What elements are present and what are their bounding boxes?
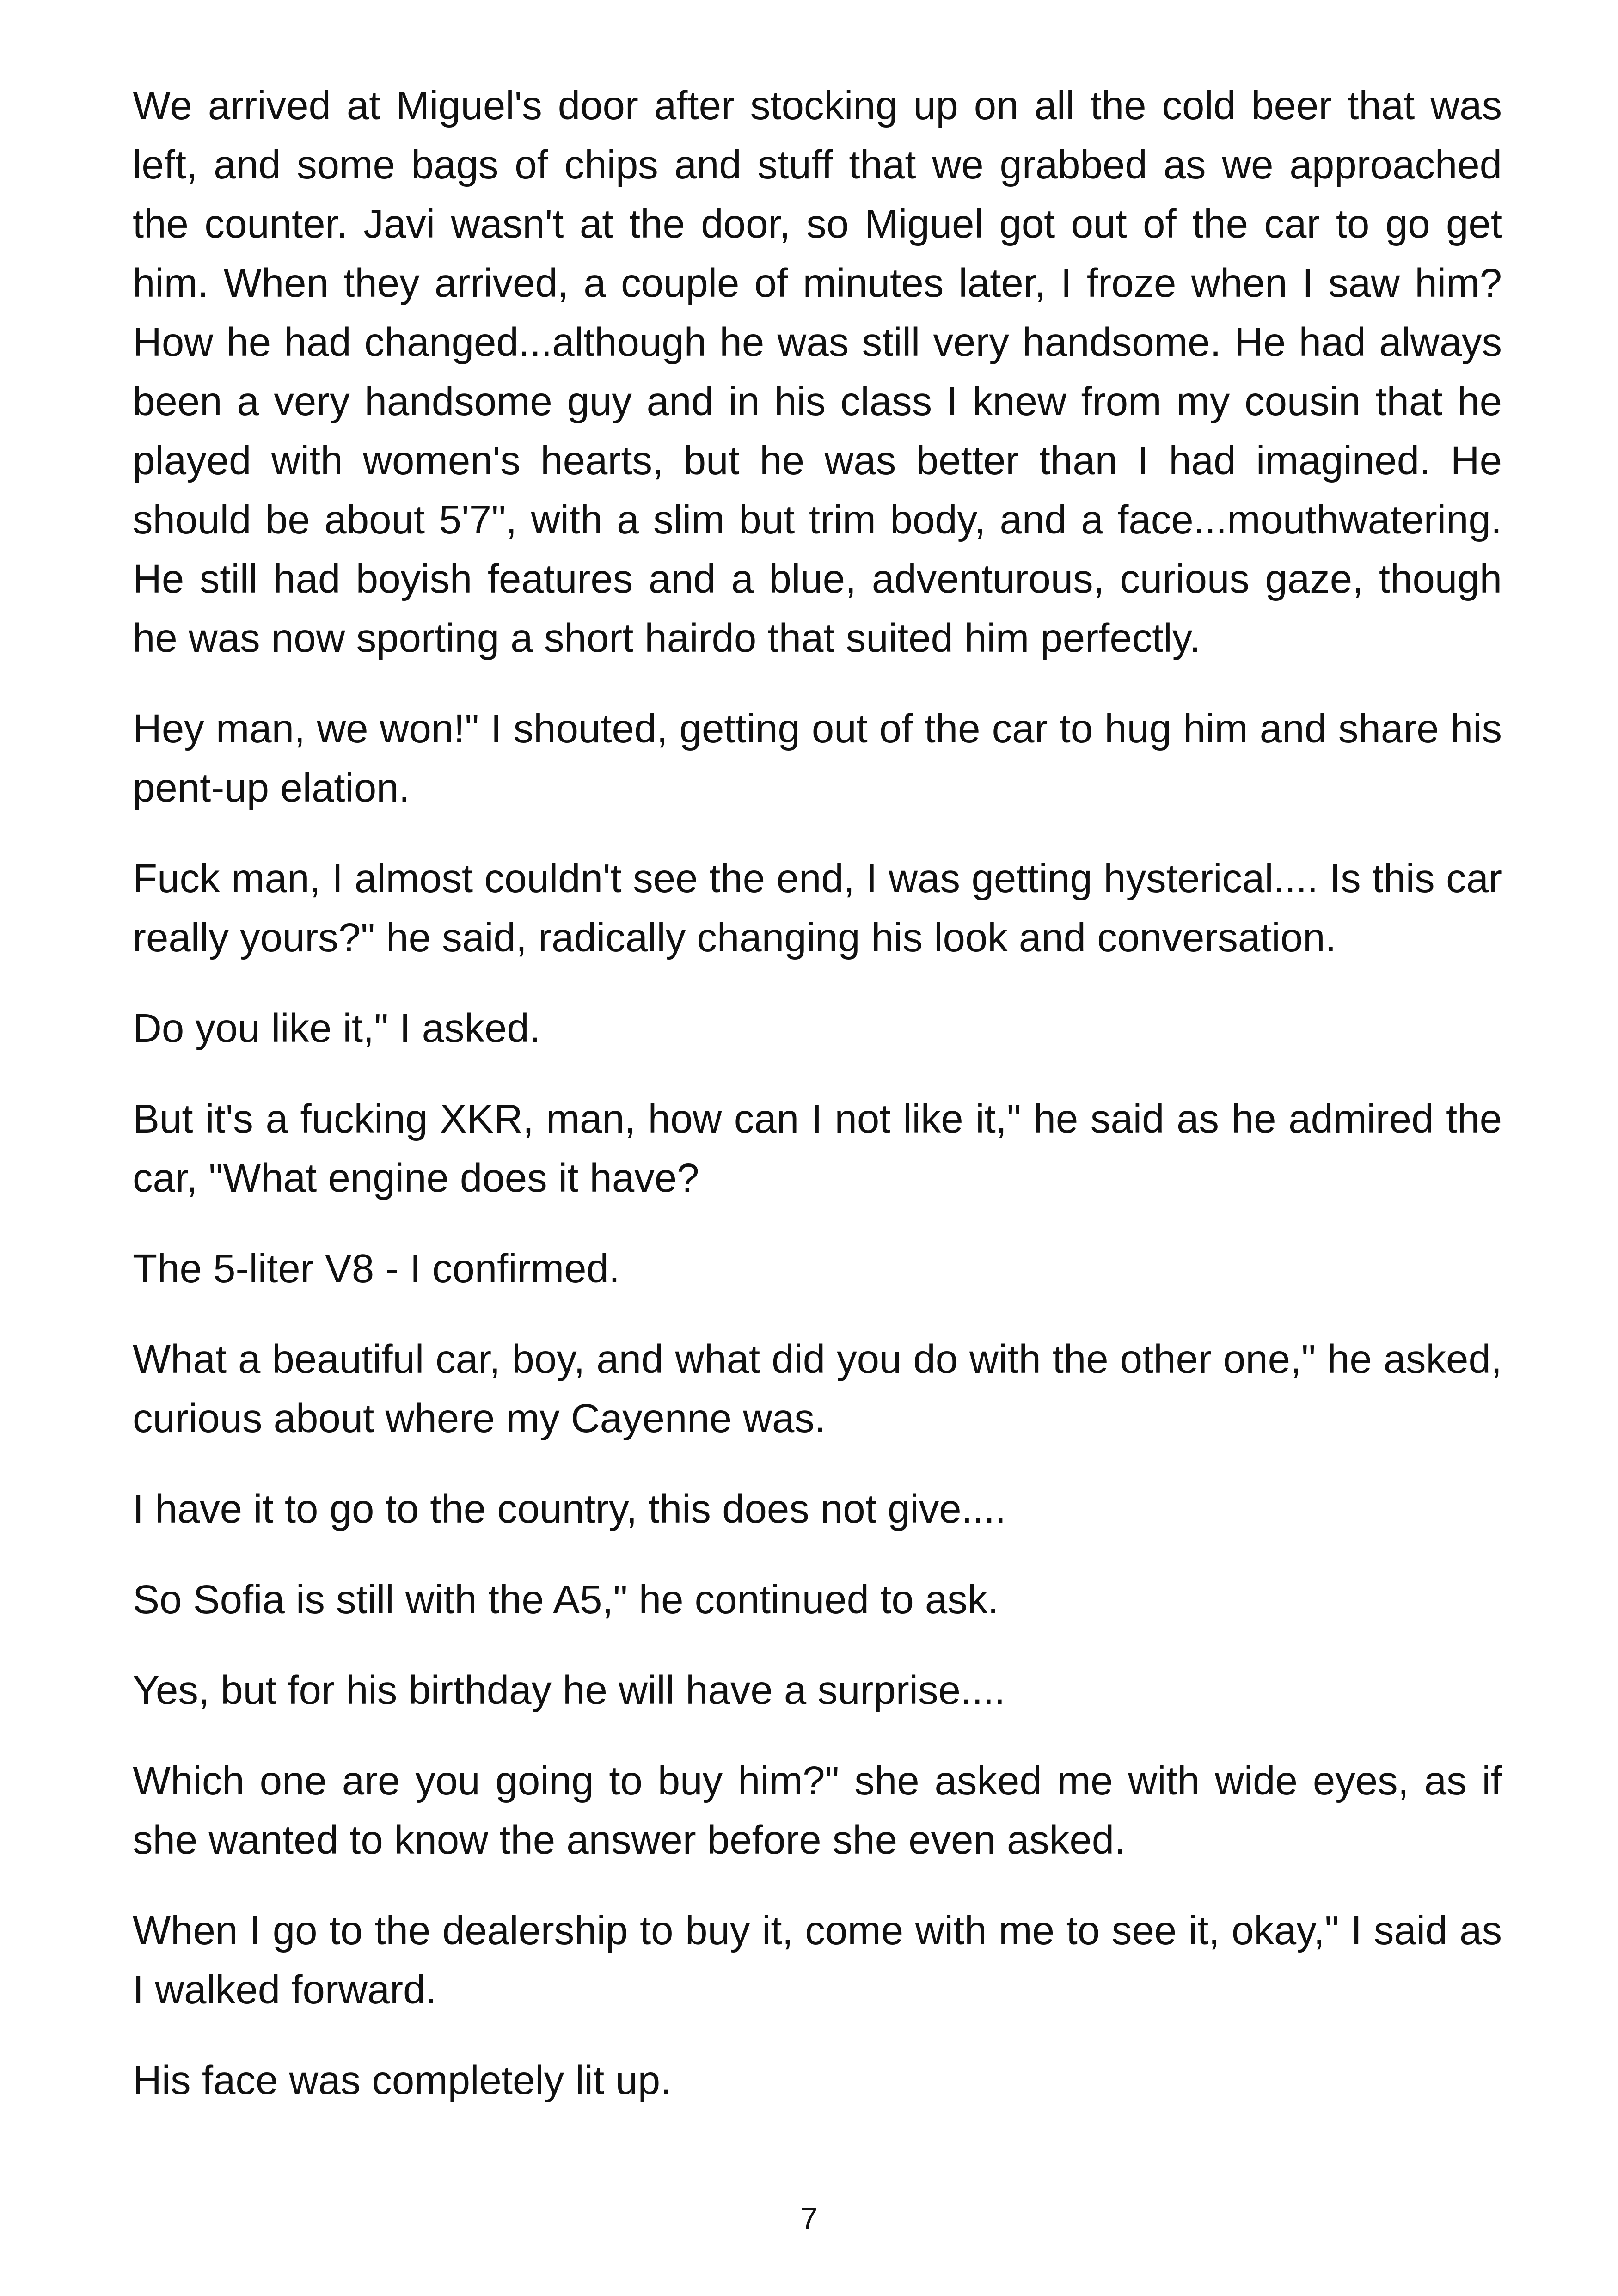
paragraph-lit-up: His face was completely lit up. xyxy=(133,2058,672,2103)
paragraph-beautiful-car: What a beautiful car, boy, and what did you do with the other one," he asked, curious about where my Cayenne was. xyxy=(133,1337,1502,1441)
paragraph-arrival: We arrived at Miguel's door after stocking up on all the cold beer that was left, and some bags of chips and stuff that we grabbed as we approached the counter. Javi wasn't at the door, so Miguel got out of the car to go get him. When they arrived, a couple of minutes later, I froze when I saw him? How he had changed...although he was still very handsome. He had always been a very handsome guy and in his class I knew from my cousin that he played with women's hearts, but he was better than I had imagined. He should be about 5'7", with a slim but trim body, and a face...mouthwatering. He still had boyish features and a blue, adventurous, curious gaze, though he was now sporting a short hairdo that suited him perfectly. xyxy=(133,83,1502,661)
paragraph-engine: The 5-liter V8 - I confirmed. xyxy=(133,1246,620,1291)
paragraph-do-you-like-it: Do you like it," I asked. xyxy=(133,1006,540,1051)
body-text xyxy=(133,76,1502,2142)
paragraph-sofia: So Sofia is still with the A5," he continued to ask. xyxy=(133,1577,999,1622)
paragraph-which-one: Which one are you going to buy him?" she asked me with wide eyes, as if she wanted to know the answer before she even asked. xyxy=(133,1758,1502,1862)
page-number: 7 xyxy=(800,2201,818,2236)
paragraph-birthday: Yes, but for his birthday he will have a surprise.... xyxy=(133,1668,1005,1713)
paragraph-dealership: When I go to the dealership to buy it, come with me to see it, okay," I said as I walked forward. xyxy=(133,1908,1502,2012)
paragraph-country: I have it to go to the country, this does not give.... xyxy=(133,1487,1006,1531)
paragraph-hey-man: Hey man, we won!" I shouted, getting out of the car to hug him and share his pent-up elation. xyxy=(133,706,1502,810)
paragraph-fuck-man: Fuck man, I almost couldn't see the end, I was getting hysterical.... Is this car really yours?" he said, radically changing his look and conversation. xyxy=(133,856,1502,960)
paragraph-xkr: But it's a fucking XKR, man, how can I not like it," he said as he admired the car, "What engine does it have? xyxy=(133,1096,1502,1200)
